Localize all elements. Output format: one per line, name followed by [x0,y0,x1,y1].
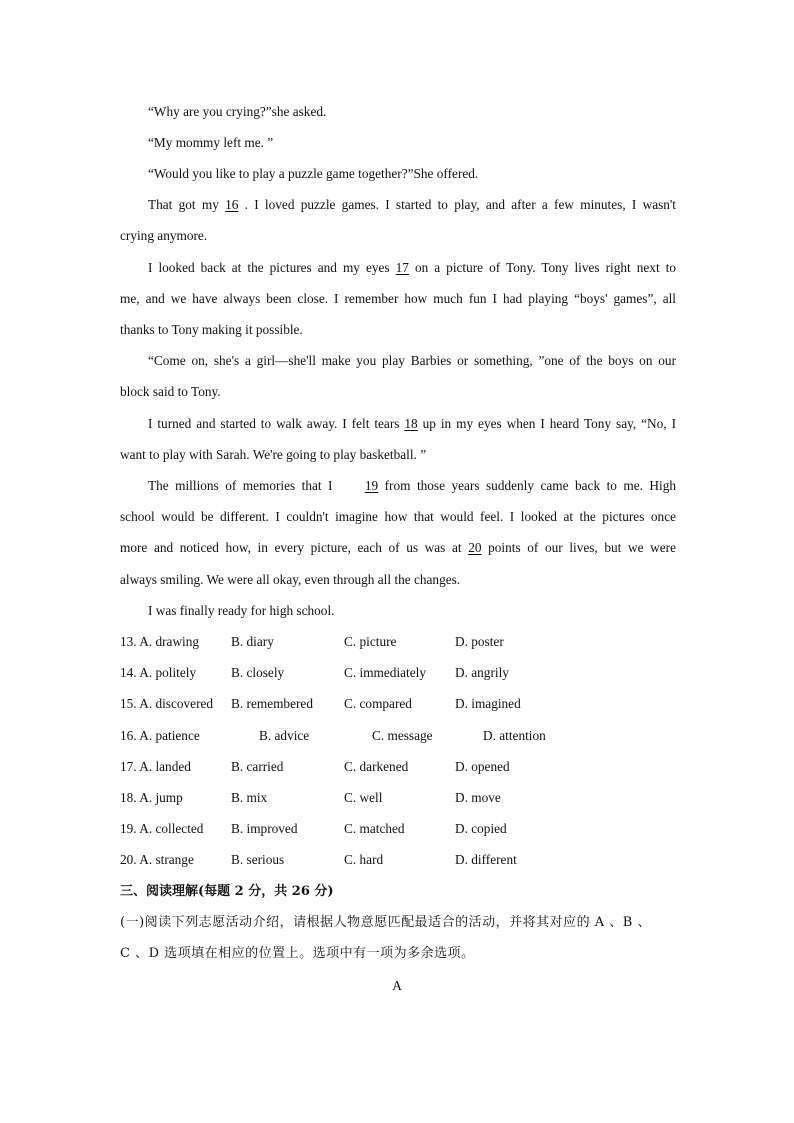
blank-16: 16 [225,197,239,212]
option-b: B. closely [231,665,285,680]
passage-line: me, and we have always been close. I remember how much fun I had playing “boys' games”, all [120,291,676,306]
passage-line: “Would you like to play a puzzle game together?”She offered. [148,166,479,181]
part-label: A [392,978,402,993]
blank-19: 19 [364,478,379,493]
option-b: B. serious [231,852,285,867]
option-c: C. message [372,728,433,743]
option-c: C. darkened [344,759,409,774]
section-instructions: (一)阅读下列志愿活动介绍，请根据人物意愿匹配最适合的活动，并将其对应的 A 、B 、 [120,915,651,930]
passage-line: thanks to Tony making it possible. [120,322,303,337]
option-d: D. poster [455,634,504,649]
option-b: B. diary [231,634,274,649]
passage-line: want to play with Sarah. We're going to play basketball. ” [120,447,427,462]
passage-line: “My mommy left me. ” [148,135,274,150]
passage-line: The millions of memories that I 19 from those years suddenly came back to me. High [148,478,677,493]
option-c: C. immediately [344,665,426,680]
blank-17: 17 [395,260,409,275]
option-d: D. angrily [455,665,509,680]
blank-20: 20 [468,540,482,555]
option-d: D. copied [455,821,507,836]
passage-line: “Why are you crying?”she asked. [148,104,327,119]
option-d: D. opened [455,759,510,774]
option-a: 18. A. jump [120,790,183,805]
passage-line: That got my 16 . I loved puzzle games. I started to play, and after a few minutes, I wasn't [148,197,677,212]
option-c: C. picture [344,634,397,649]
option-b: B. carried [231,759,284,774]
option-b: B. improved [231,821,298,836]
option-a: 13. A. drawing [120,634,200,649]
option-a: 17. A. landed [120,759,191,774]
passage-line: “Come on, she's a girl—she'll make you play Barbies or something, ”one of the boys on our [148,353,676,368]
option-b: B. mix [231,790,268,805]
option-a: 15. A. discovered [120,696,214,711]
option-d: D. different [455,852,517,867]
option-b: B. advice [259,728,310,743]
passage-line: more and noticed how, in every picture, each of us was at 20 points of our lives, but we were [120,540,676,555]
option-c: C. well [344,790,383,805]
blank-18: 18 [404,416,418,431]
section-heading: 三、阅读理解(每题 2 分，共 26 分) [120,884,334,899]
passage-line: I turned and started to walk away. I felt tears 18 up in my eyes when I heard Tony say, “No, I [148,416,676,431]
option-a: 16. A. patience [120,728,200,743]
option-b: B. remembered [231,696,313,711]
passage-line: block said to Tony. [120,384,221,399]
option-a: 19. A. collected [120,821,204,836]
passage-line: school would be different. I couldn't imagine how that would feel. I looked at the pictures once [120,509,676,524]
option-c: C. compared [344,696,412,711]
option-d: D. imagined [455,696,521,711]
option-c: C. hard [344,852,384,867]
option-c: C. matched [344,821,405,836]
option-d: D. move [455,790,501,805]
passage-line: always smiling. We were all okay, even through all the changes. [120,572,461,587]
passage-line: I looked back at the pictures and my eyes 17 on a picture of Tony. Tony lives right next to [148,260,677,275]
passage-line: I was finally ready for high school. [148,603,335,618]
section-instructions: C 、D 选项填在相应的位置上。选项中有一项为多余选项。 [120,946,475,961]
option-d: D. attention [483,728,546,743]
option-a: 14. A. politely [120,665,197,680]
passage-line: crying anymore. [120,228,208,243]
option-a: 20. A. strange [120,852,194,867]
